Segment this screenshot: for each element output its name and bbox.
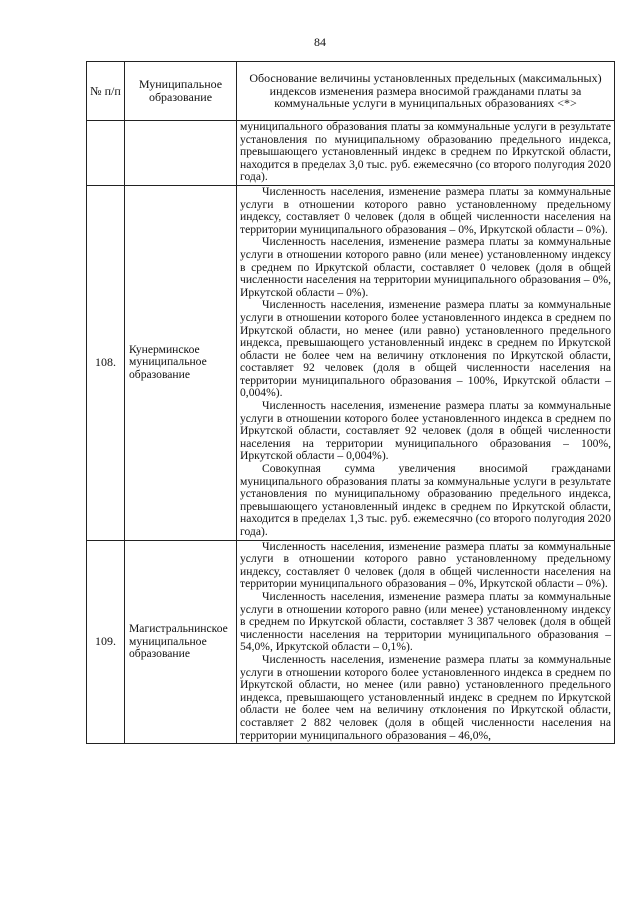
justification-paragraph: Численность населения, изменение размера платы за коммунальные услуги в отношении которого равно (или менее) установленному индексу в среднем по Иркутской области, составляет 0 человек (доля в общей численности населения на территории муниципального образования – 0%, Иркутской области – 0%). [240,235,611,299]
row-num: 108. [87,185,125,540]
header-municipality: Муниципальное образование [125,62,237,121]
row-justification [237,540,615,744]
table-row-109 [87,540,615,744]
row-justification [237,121,615,186]
header-justification: Обоснование величины установленных предельных (максимальных) индексов изменения размера вносимой гражданами платы за коммунальные услуги в муниципальных образованиях <*> [237,62,615,121]
tariff-justification-table [86,61,615,744]
row-justification [237,185,615,540]
page-number: 84 [314,35,326,49]
row-municipality [125,121,237,186]
justification-paragraph: Численность населения, изменение размера платы за коммунальные услуги в отношении которого более установленного индекса в среднем по Иркутской области, составляет 92 человек (доля в общей численности населения на территории муниципального образования – 100%, Иркутской области – 0,004%). [240,399,611,463]
row-municipality: Магистральнинское муниципальное образование [125,540,237,744]
header-num: № п/п [87,62,125,121]
justification-paragraph: Численность населения, изменение размера платы за коммунальные услуги в отношении которого более установленного индекса в среднем по Иркутской области, но менее (или равно) установленного предельного индекса, превышающего установленный индекс в среднем по Иркутской области не более чем на величину отклонения по Иркутской области, составляет 92 человек (доля в общей численности населения на территории муниципального образования – 100%, Иркутской области – 0,004%). [240,298,611,400]
justification-paragraph: Совокупная сумма увеличения вносимой гражданами муниципального образования платы за коммунальные услуги в результате установления по муниципальному образованию предельного индекса, превышающего установленный индекс в среднем по Иркутской области, находится в пределах 1,3 тыс. руб. ежемесячно (со второго полугодия 2020 года). [240,462,611,538]
justification-paragraph: Численность населения, изменение размера платы за коммунальные услуги в отношении которого равно установленному предельному индексу, составляет 0 человек (доля в общей численности населения на территории муниципального образования – 0%, Иркутской области – 0%). [240,539,611,591]
justification-paragraph: Численность населения, изменение размера платы за коммунальные услуги в отношении которого более установленного индекса в среднем по Иркутской области, но менее (или равно) установленного предельного индекса, превышающего установленный индекс в среднем по Иркутской области не более чем на величину отклонения по Иркутской области, составляет 2 882 человек (доля в общей численности населения на территории муниципального образования – 46,0%, [240,652,611,742]
row-municipality: Кунерминское муниципальное образование [125,185,237,540]
justification-paragraph: муниципального образования платы за коммунальные услуги в результате установления по муниципальному образованию предельного индекса, превышающего установленный индекс в среднем по Иркутской области, находится в пределах 3,0 тыс. руб. ежемесячно (со второго полугодия 2020 года). [240,120,611,184]
row-num [87,121,125,186]
justification-paragraph: Численность населения, изменение размера платы за коммунальные услуги в отношении которого равно установленному предельному индексу, составляет 0 человек (доля в общей численности населения на территории муниципального образования – 0%, Иркутской области – 0%). [240,184,611,236]
justification-paragraph: Численность населения, изменение размера платы за коммунальные услуги в отношении которого равно (или менее) установленному индексу в среднем по Иркутской области, составляет 3 387 человек (доля в общей численности населения на территории муниципального образования – 54,0%, Иркутской области – 0,1%). [240,589,611,654]
table-row-108 [87,185,615,540]
table-row-continuation [87,121,615,186]
row-num: 109. [87,540,125,744]
table-header-row [87,62,615,121]
